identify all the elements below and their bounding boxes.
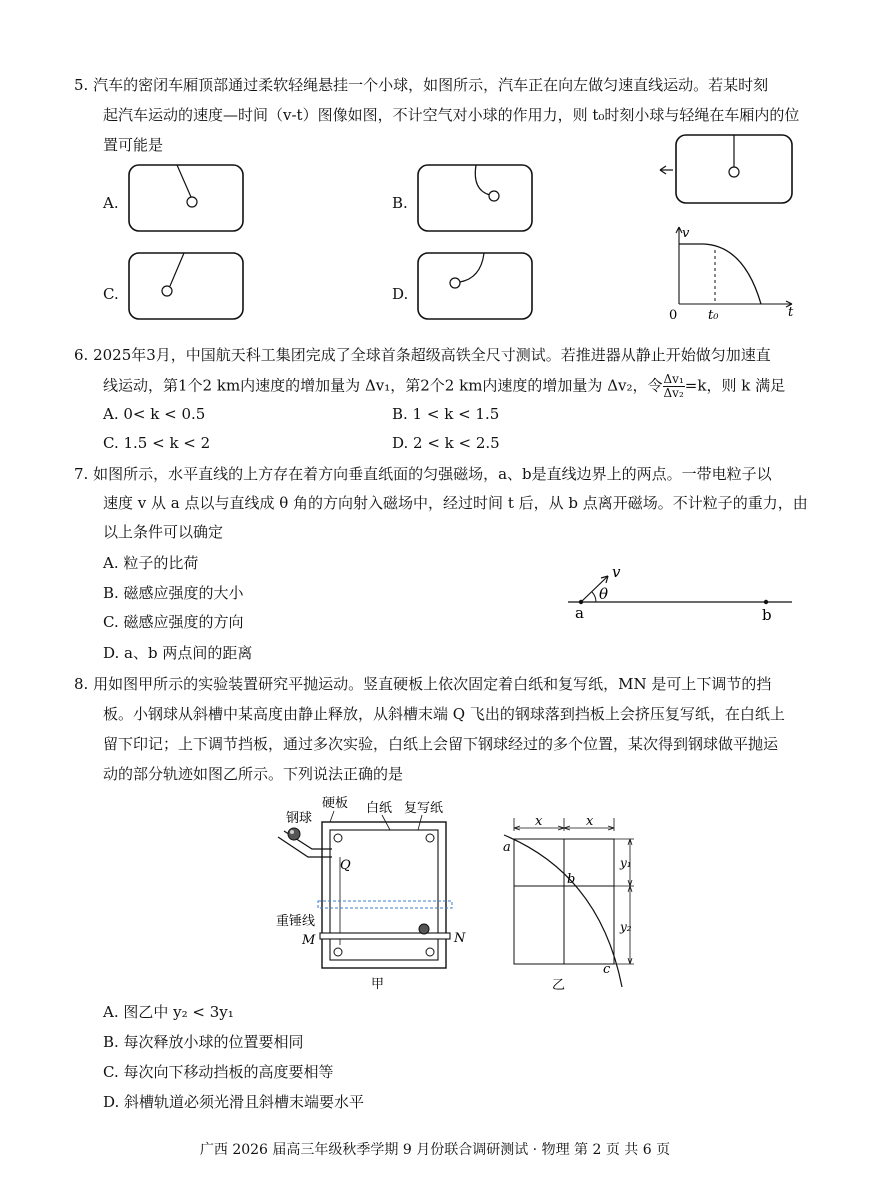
q5-option-a-label: A.	[103, 194, 119, 212]
q7-stem-line1: 7. 如图所示，水平直线的上方存在着方向垂直纸面的匀强磁场，a、b是直线边界上的两点。一带电粒子以	[74, 465, 772, 483]
q5-graph-t-label: t	[788, 305, 794, 320]
q5-stem-line1: 5. 汽车的密闭车厢顶部通过柔软轻绳悬挂一个小球，如图所示，汽车正在向左做匀速直线运动。若某时刻	[74, 76, 769, 94]
q7-stem-line3: 以上条件可以确定	[103, 523, 224, 541]
q5-graph-t0-label: t₀	[708, 308, 719, 323]
q5-graph-origin-label: 0	[669, 308, 678, 323]
q5-stem-line2: 起汽车运动的速度—时间（v-t）图像如图，不计空气对小球的作用力，则 t₀时刻小球与轻绳在车厢内的位	[103, 106, 800, 124]
q7-option-b: B. 磁感应强度的大小	[103, 584, 244, 602]
q5-option-a-figure	[128, 164, 244, 234]
q5-vt-graph	[664, 224, 800, 324]
q5-option-d-label: D.	[392, 285, 409, 303]
q8-stem-line2: 板。小钢球从斜槽中某高度由静止释放，从斜槽末端 Q 飞出的钢球落到挡板上会挤压复写纸，在白纸上	[103, 705, 785, 723]
q5-graph-v-label: v	[682, 226, 690, 241]
q8-yi-a-label: a	[503, 840, 511, 855]
q8-jia-q-label: Q	[340, 858, 351, 873]
q8-yi-y1-label: y₁	[620, 856, 632, 870]
page-footer: 广西 2026 届高三年级秋季学期 9 月份联合调研测试 · 物理 第 2 页 共 6 页	[199, 1142, 671, 1158]
q5-option-b-figure	[417, 164, 533, 234]
q8-stem-line3: 留下印记；上下调节挡板，通过多次实验，白纸上会留下钢球经过的多个位置，某次得到钢球做平抛运	[103, 735, 779, 753]
q8-yi-caption: 乙	[552, 978, 566, 993]
q8-yi-y2-label: y₂	[620, 920, 632, 934]
q6-option-c: C. 1.5 < k < 2	[103, 434, 211, 452]
q8-jia-n-label: N	[454, 931, 466, 946]
q8-yi-c-label: c	[603, 962, 611, 977]
q8-jia-paper-label: 白纸	[366, 801, 393, 816]
q8-option-c: C. 每次向下移动挡板的高度要相等	[103, 1063, 334, 1081]
q7-theta-label: θ	[599, 585, 609, 603]
q8-jia-ball-label: 钢球	[286, 811, 313, 826]
q8-jia-m-label: M	[302, 933, 316, 948]
q8-option-a: A. 图乙中 y₂ < 3y₁	[103, 1003, 234, 1021]
q7-magnetic-field-figure	[568, 562, 794, 626]
q7-option-d: D. a、b 两点间的距离	[103, 644, 253, 662]
q5-option-b-label: B.	[392, 194, 408, 212]
q6-option-a: A. 0< k < 0.5	[103, 405, 206, 423]
q8-jia-caption: 甲	[371, 977, 385, 992]
q7-option-a: A. 粒子的比荷	[103, 554, 199, 572]
q7-stem-line2: 速度 v 从 a 点以与直线成 θ 角的方向射入磁场中，经过时间 t 后，从 b 点离开磁场。不计粒子的重力，由	[103, 494, 808, 512]
q8-stem-line4: 动的部分轨迹如图乙所示。下列说法正确的是	[103, 765, 404, 783]
q6-option-b: B. 1 < k < 1.5	[392, 405, 500, 423]
q7-point-b-label: b	[762, 606, 772, 624]
q6-stem-line2	[103, 373, 785, 400]
q7-point-a-label: a	[575, 604, 584, 622]
q8-yi-b-label: b	[567, 872, 576, 887]
q6-fraction	[663, 373, 685, 400]
q5-option-d-figure	[417, 252, 533, 322]
q7-option-c: C. 磁感应强度的方向	[103, 613, 244, 631]
q6-stem-line2-post: =k，则 k 满足	[684, 376, 786, 395]
q8-yi-x1-label: x	[535, 814, 543, 829]
q6-stem-line1: 6. 2025年3月，中国航天科工集团完成了全球首条超级高铁全尺寸测试。若推进器从静止开始做匀加速直	[74, 346, 771, 364]
q8-option-d: D. 斜槽轨道必须光滑且斜槽末端要水平	[103, 1093, 365, 1111]
q5-car-figure	[660, 134, 800, 206]
q5-option-c-figure	[128, 252, 244, 322]
q8-option-b: B. 每次释放小球的位置要相同	[103, 1033, 304, 1051]
q8-stem-line1: 8. 用如图甲所示的实验装置研究平抛运动。竖直硬板上依次固定着白纸和复写纸，MN 是可上下调节的挡	[74, 675, 772, 693]
q5-option-c-label: C.	[103, 285, 119, 303]
q8-jia-carbon-label: 复写纸	[404, 801, 444, 816]
q6-stem-line2-pre: 线运动，第1个2 km内速度的增加量为 Δv₁，第2个2 km内速度的增加量为 Δv₂，令	[103, 376, 663, 395]
q8-yi-x2-label: x	[586, 814, 594, 829]
q8-jia-plumb-label: 重锤线	[276, 914, 316, 929]
q7-velocity-label: v	[612, 563, 621, 581]
q5-stem-line3: 置可能是	[103, 136, 164, 154]
q6-fraction-denominator: Δv₂	[663, 386, 684, 400]
q6-option-d: D. 2 < k < 2.5	[392, 434, 500, 452]
q8-figure-yi	[490, 815, 650, 995]
q8-jia-board-label: 硬板	[322, 796, 349, 811]
q8-figure-jia	[270, 795, 470, 995]
q6-fraction-numerator: Δv₁	[663, 372, 684, 386]
